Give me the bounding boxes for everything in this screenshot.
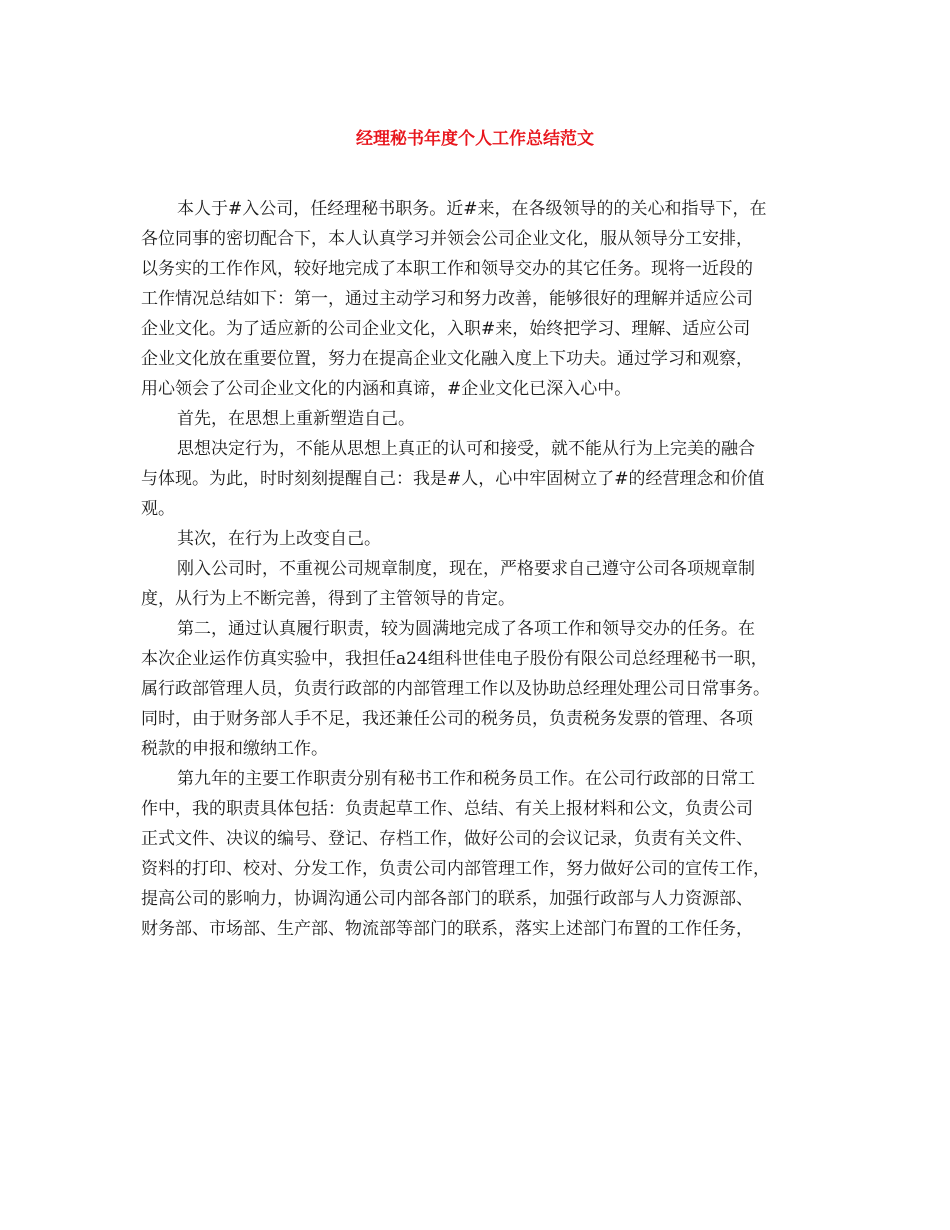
paragraph-line: 企业文化放在重要位置，努力在提高企业文化融入度上下功夫。通过学习和观察， xyxy=(141,349,753,369)
paragraph-line: 首先，在思想上重新塑造自己。 xyxy=(177,409,415,429)
paragraph-line: 工作情况总结如下：第一，通过主动学习和努力改善，能够很好的理解并适应公司 xyxy=(141,289,753,309)
paragraph-line: 第九年的主要工作职责分别有秘书工作和税务员工作。在公司行政部的日常工 xyxy=(177,769,755,789)
paragraph-line: 正式文件、决议的编号、登记、存档工作，做好公司的会议记录，负责有关文件、 xyxy=(141,829,753,849)
paragraph-line: 本人于#入公司，任经理秘书职务。近#来，在各级领导的的关心和指导下，在 xyxy=(177,199,767,219)
paragraph-line: 本次企业运作仿真实验中，我担任a24组科世佳电子股份有限公司总经理秘书一职， xyxy=(141,649,768,669)
paragraph-line: 观。 xyxy=(141,499,175,519)
paragraph-line: 思想决定行为，不能从思想上真正的认可和接受，就不能从行为上完美的融合 xyxy=(177,439,755,459)
paragraph-line: 度，从行为上不断完善，得到了主管领导的肯定。 xyxy=(141,589,515,609)
document-body xyxy=(141,194,817,944)
paragraph-line: 提高公司的影响力，协调沟通公司内部各部门的联系，加强行政部与人力资源部、 xyxy=(141,889,753,909)
paragraph-line: 用心领会了公司企业文化的内涵和真谛，#企业文化已深入心中。 xyxy=(141,379,632,399)
paragraph-line: 与体现。为此，时时刻刻提醒自己：我是#人，心中牢固树立了#的经营理念和价值 xyxy=(141,469,765,489)
paragraph-line: 其次，在行为上改变自己。 xyxy=(177,529,381,549)
paragraph-line: 财务部、市场部、生产部、物流部等部门的联系，落实上述部门布置的工作任务， xyxy=(141,919,753,939)
paragraph-line: 税款的申报和缴纳工作。 xyxy=(141,739,328,759)
paragraph-line: 属行政部管理人员，负责行政部的内部管理工作以及协助总经理处理公司日常事务。 xyxy=(141,679,770,699)
paragraph-line: 同时，由于财务部人手不足，我还兼任公司的税务员，负责税务发票的管理、各项 xyxy=(141,709,753,729)
paragraph-line: 刚入公司时，不重视公司规章制度，现在，严格要求自己遵守公司各项规章制 xyxy=(177,559,755,579)
paragraph-line: 第二，通过认真履行职责，较为圆满地完成了各项工作和领导交办的任务。在 xyxy=(177,619,755,639)
paragraph-line: 各位同事的密切配合下，本人认真学习并领会公司企业文化，服从领导分工安排， xyxy=(141,229,753,249)
paragraph-line: 以务实的工作作风，较好地完成了本职工作和领导交办的其它任务。现将一近段的 xyxy=(141,259,753,279)
paragraph-line: 企业文化。为了适应新的公司企业文化，入职#来，始终把学习、理解、适应公司 xyxy=(141,319,751,339)
document-title: 经理秘书年度个人工作总结范文 xyxy=(356,129,594,149)
paragraph-line: 资料的打印、校对、分发工作，负责公司内部管理工作，努力做好公司的宣传工作， xyxy=(141,859,770,879)
paragraph-line: 作中，我的职责具体包括：负责起草工作、总结、有关上报材料和公文，负责公司 xyxy=(141,799,753,819)
